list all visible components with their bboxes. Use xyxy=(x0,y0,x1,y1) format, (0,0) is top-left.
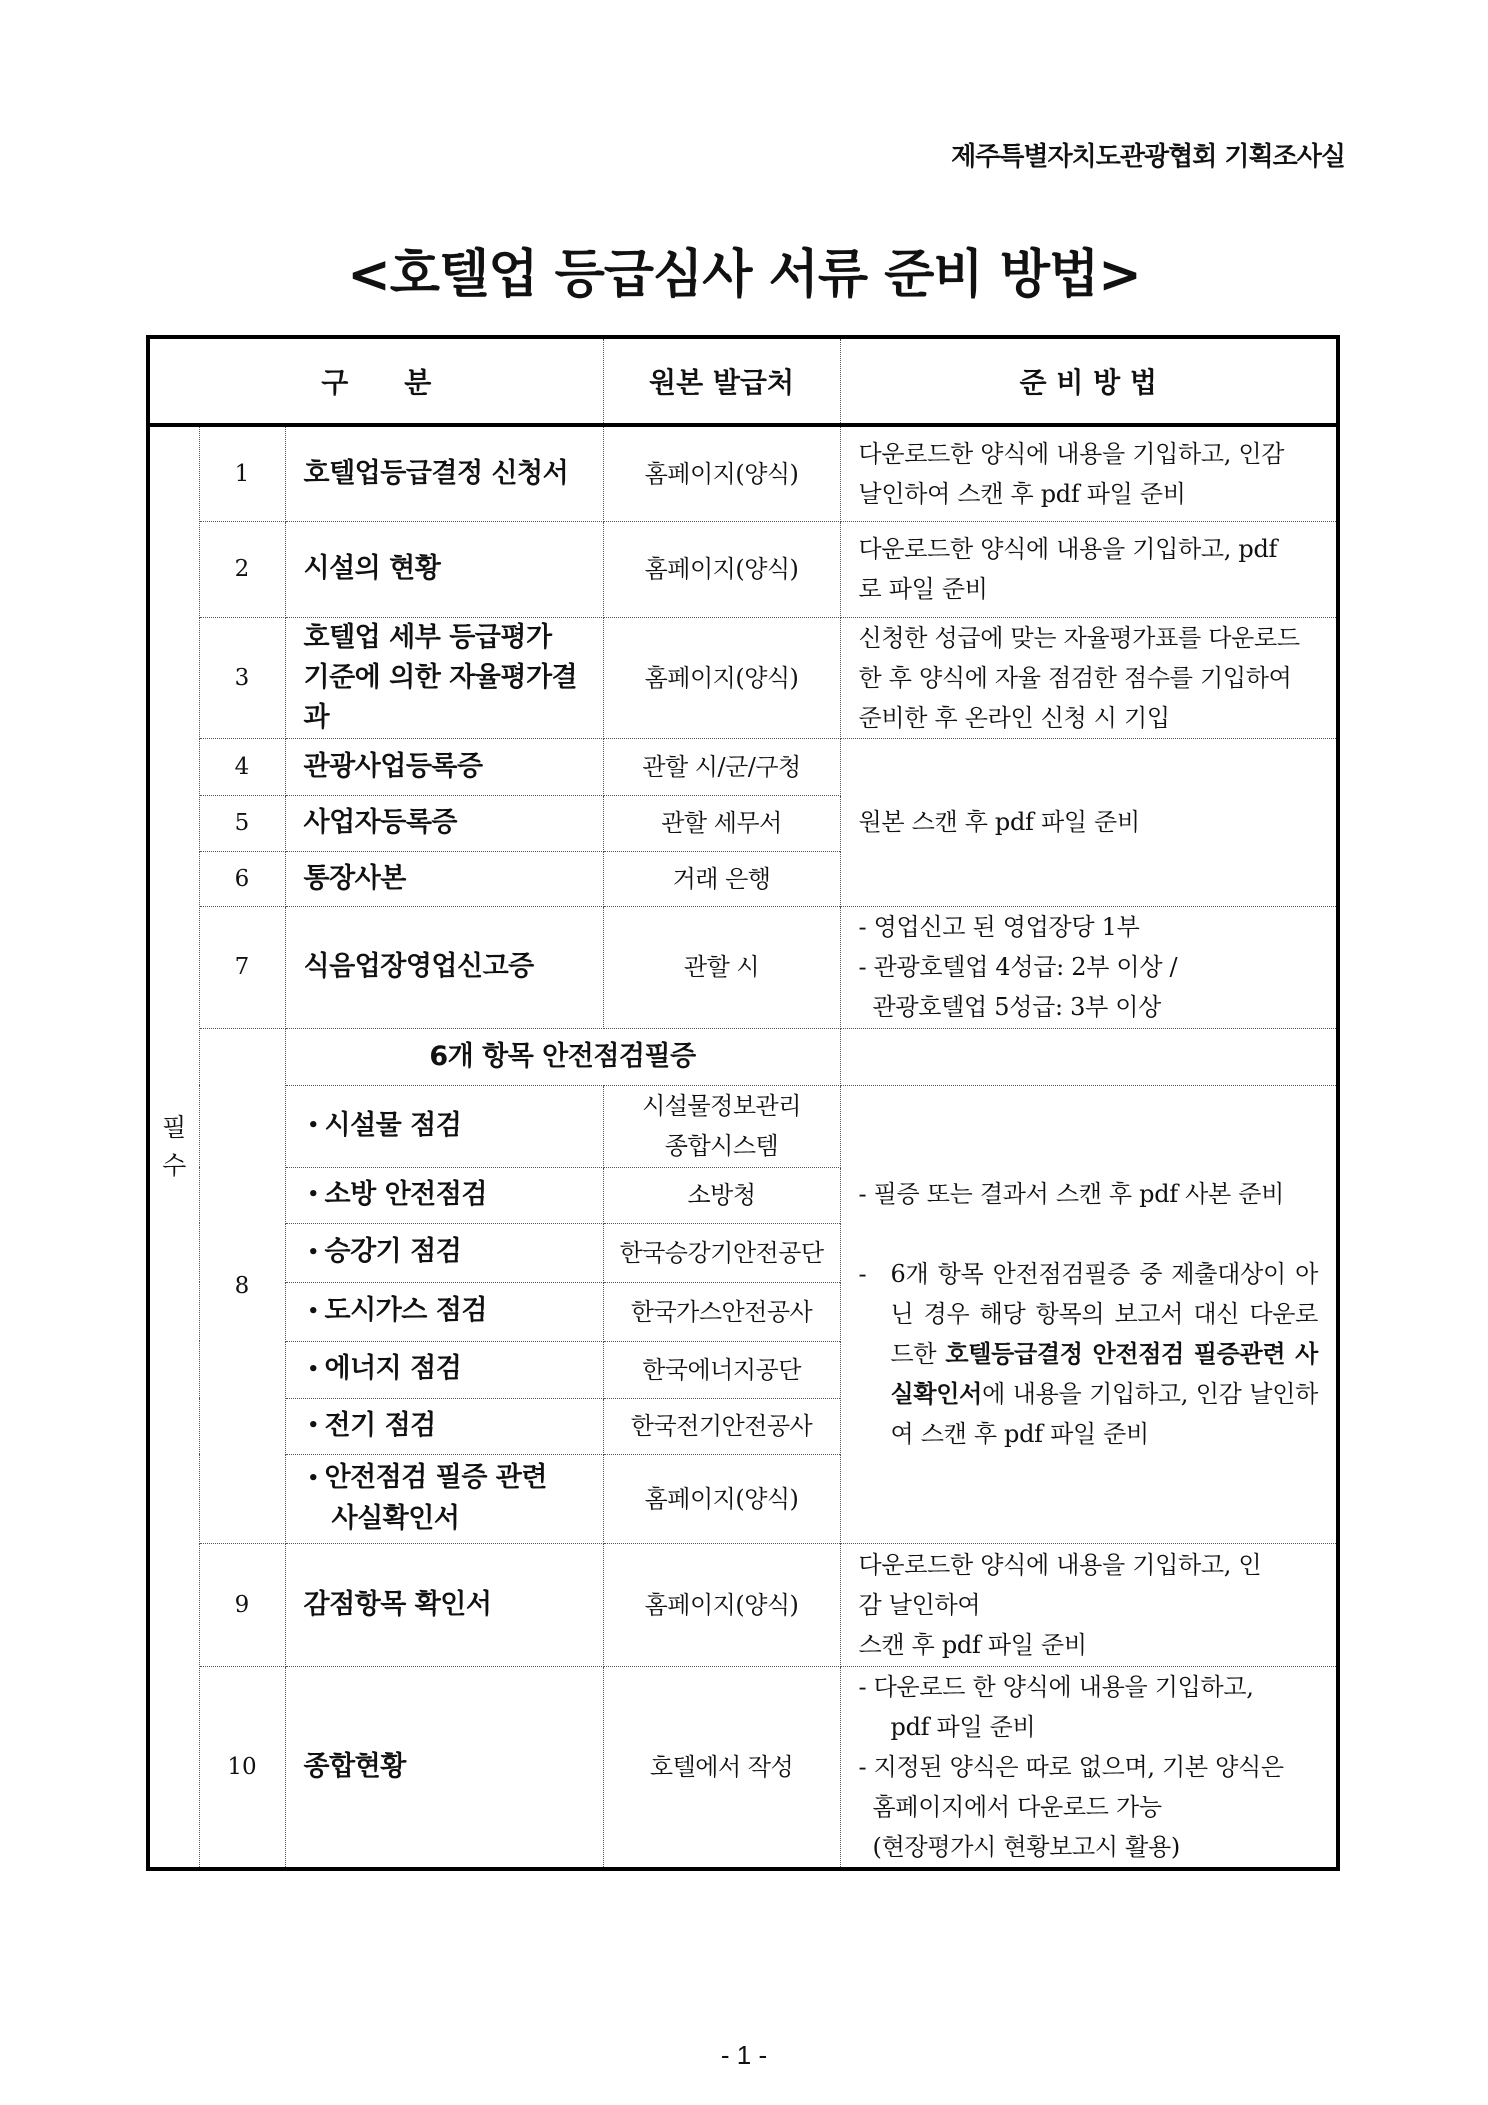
bullet-icon: • xyxy=(307,1358,319,1380)
bullet-icon: • xyxy=(307,1184,319,1206)
preparation-method: 신청한 성급에 맞는 자율평가표를 다운로드 한 후 양식에 자율 점검한 점수를 기입하여 준비한 후 온라인 신청 시 기입 xyxy=(840,617,1338,738)
document-name: 통장사본 xyxy=(285,851,603,906)
preparation-method: - 다운로드 한 양식에 내용을 기입하고, pdf 파일 준비 - 지정된 양식은 따로 없으며, 기본 양식은 홈페이지에서 다운로드 가능 (현장평가시 현황보고시 활용) xyxy=(840,1666,1338,1869)
category-label-bottom: 수 xyxy=(162,1150,187,1180)
table-row xyxy=(148,1543,1338,1666)
preparation-method-shared: 원본 스캔 후 pdf 파일 준비 xyxy=(840,738,1338,906)
preparation-method: 다운로드한 양식에 내용을 기입하고, pdf 로 파일 준비 xyxy=(840,521,1338,617)
issuing-source: 소방청 xyxy=(603,1167,840,1223)
row-number: 7 xyxy=(199,906,285,1028)
page-title: <호텔업 등급심사 서류 준비 방법> xyxy=(347,245,1141,305)
row-number: 3 xyxy=(199,617,285,738)
bullet-icon: • xyxy=(307,1467,319,1489)
preparation-method: 다운로드한 양식에 내용을 기입하고, 인감 날인하여 스캔 후 pdf 파일 준비 xyxy=(840,425,1338,521)
issuing-source: 관할 시 xyxy=(603,906,840,1028)
document-name: 종합현황 xyxy=(285,1666,603,1869)
document-name: 관광사업등록증 xyxy=(285,738,603,795)
row-number: 1 xyxy=(199,425,285,521)
row-number: 6 xyxy=(199,851,285,906)
row-number: 4 xyxy=(199,738,285,795)
document-requirements-table xyxy=(146,335,1340,1871)
preparation-method-section8: - 필증 또는 결과서 스캔 후 pdf 사본 준비 - 6개 항목 안전점검필증 중 제출대상이 아닌 경우 해당 항목의 보고서 대신 다운로드한 호텔등급결정 안전점검 필증관련 사실확인서에 내용을 기입하고, 인감 날인하여 스캔 후 pdf 파일 준비 xyxy=(840,1085,1338,1543)
issuing-source: 한국전기안전공사 xyxy=(603,1398,840,1454)
row-number: 10 xyxy=(199,1666,285,1869)
bullet-icon: • xyxy=(307,1115,319,1137)
section-heading: 6개 항목 안전점검필증 xyxy=(285,1028,840,1085)
organization-label: 제주특별자치도관광협회 기획조사실 xyxy=(951,142,1345,172)
table-row xyxy=(148,738,1338,795)
issuing-source: 홈페이지(양식) xyxy=(603,1454,840,1543)
issuing-source: 호텔에서 작성 xyxy=(603,1666,840,1869)
preparation-method: 다운로드한 양식에 내용을 기입하고, 인 감 날인하여 스캔 후 pdf 파일 준비 xyxy=(840,1543,1338,1666)
issuing-source: 거래 은행 xyxy=(603,851,840,906)
document-name: 감점항목 확인서 xyxy=(285,1543,603,1666)
bullet-icon: • xyxy=(307,1300,319,1322)
document-name: 사업자등록증 xyxy=(285,795,603,851)
document-name: 식음업장영업신고증 xyxy=(285,906,603,1028)
page-number: - 1 - xyxy=(720,2040,768,2070)
column-header-category: 구 분 xyxy=(148,337,603,425)
inspection-item: • 승강기 점검 xyxy=(285,1223,603,1282)
column-header-preparation: 준 비 방 법 xyxy=(840,337,1338,425)
issuing-source: 한국가스안전공사 xyxy=(603,1282,840,1341)
issuing-source: 홈페이지(양식) xyxy=(603,1543,840,1666)
row-number: 5 xyxy=(199,795,285,851)
issuing-source: 홈페이지(양식) xyxy=(603,521,840,617)
document-name: 호텔업 세부 등급평가 기준에 의한 자율평가결과 xyxy=(285,617,603,738)
bullet-icon: • xyxy=(307,1241,319,1263)
table-header-row xyxy=(148,337,1338,425)
table-row xyxy=(148,617,1338,738)
preparation-method: - 영업신고 된 영업장당 1부 - 관광호텔업 4성급: 2부 이상 / 관광호텔업 5성급: 3부 이상 xyxy=(840,906,1338,1028)
document-name: 시설의 현황 xyxy=(285,521,603,617)
preparation-method-empty xyxy=(840,1028,1338,1085)
inspection-item: • 소방 안전점검 xyxy=(285,1167,603,1223)
issuing-source: 한국에너지공단 xyxy=(603,1341,840,1398)
row-number: 8 xyxy=(199,1028,285,1543)
column-header-source: 원본 발급처 xyxy=(603,337,840,425)
issuing-source: 관할 시/군/구청 xyxy=(603,738,840,795)
table-row xyxy=(148,1085,1338,1167)
table-row xyxy=(148,521,1338,617)
issuing-source: 관할 세무서 xyxy=(603,795,840,851)
table-row xyxy=(148,906,1338,1028)
category-cell-required xyxy=(148,425,199,1869)
table-row xyxy=(148,425,1338,521)
issuing-source: 한국승강기안전공단 xyxy=(603,1223,840,1282)
table-row-section8-heading xyxy=(148,1028,1338,1085)
inspection-item: • 시설물 점검 xyxy=(285,1085,603,1167)
issuing-source: 홈페이지(양식) xyxy=(603,425,840,521)
inspection-item: • 전기 점검 xyxy=(285,1398,603,1454)
inspection-item: • 에너지 점검 xyxy=(285,1341,603,1398)
fact-confirmation-form-name: 호텔등급결정 안전점검 필증관련 사실확인서 xyxy=(890,1340,1318,1408)
row-number: 2 xyxy=(199,521,285,617)
bullet-icon: • xyxy=(307,1415,319,1437)
row-number: 9 xyxy=(199,1543,285,1666)
inspection-item: • 도시가스 점검 xyxy=(285,1282,603,1341)
document-name: 호텔업등급결정 신청서 xyxy=(285,425,603,521)
table-row xyxy=(148,1666,1338,1869)
inspection-item: • 안전점검 필증 관련 사실확인서 xyxy=(285,1454,603,1543)
category-label-top: 필 xyxy=(162,1112,187,1142)
issuing-source: 시설물정보관리 종합시스템 xyxy=(603,1085,840,1167)
issuing-source: 홈페이지(양식) xyxy=(603,617,840,738)
